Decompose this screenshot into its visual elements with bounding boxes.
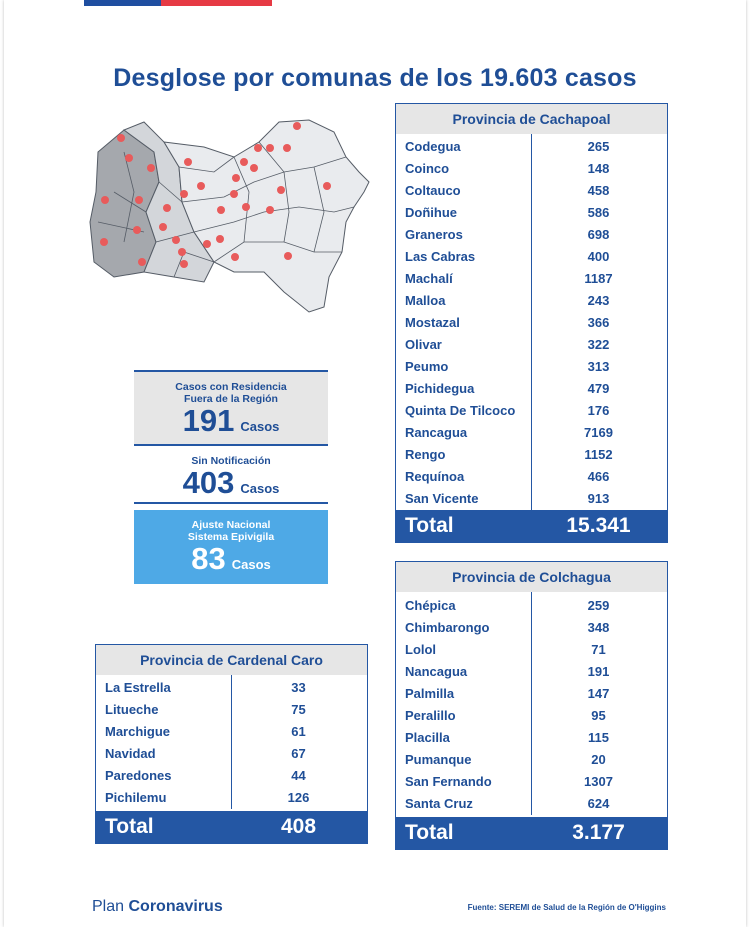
box-sin-notificacion [134, 446, 328, 504]
location-pin-icon [159, 223, 167, 231]
case-count: 176 [587, 403, 610, 418]
total-value: 408 [280, 815, 317, 838]
table-cachapoal [395, 103, 668, 543]
commune-name: Rengo [405, 447, 446, 462]
case-count: 95 [591, 708, 606, 723]
location-pin-icon [178, 248, 186, 256]
box-fuera-region [134, 370, 328, 446]
commune-name: Peralillo [405, 708, 456, 723]
commune-name: Lolol [405, 642, 437, 657]
location-pin-icon [232, 174, 240, 182]
location-pin-icon [293, 122, 301, 130]
location-pin-icon [135, 196, 143, 204]
table-header-colchagua: Provincia de Colchagua [396, 562, 667, 592]
footer-plan [92, 898, 223, 916]
commune-name: Nancagua [405, 664, 468, 679]
box-number: 191 [182, 403, 235, 438]
flag-stripe-red [161, 0, 272, 6]
location-pin-icon [231, 253, 239, 261]
location-pin-icon [217, 206, 225, 214]
location-pin-icon [100, 238, 108, 246]
commune-name: Graneros [405, 227, 463, 242]
table-rows-cardenal-caro [96, 675, 367, 809]
table-total-cardenal-caro [96, 811, 367, 843]
page-title: Desglose por comunas de los 19.603 casos [113, 64, 637, 92]
case-count: 191 [587, 664, 610, 679]
location-pin-icon [147, 164, 155, 172]
location-pin-icon [172, 236, 180, 244]
location-pin-icon [230, 190, 238, 198]
table-total-cachapoal [396, 510, 667, 542]
location-pin-icon [284, 252, 292, 260]
commune-name: Olivar [405, 337, 442, 352]
table-total-colchagua [396, 817, 667, 849]
case-count: 1187 [584, 271, 613, 286]
location-pin-icon [184, 158, 192, 166]
commune-name: Codegua [405, 139, 461, 154]
case-count: 44 [291, 768, 306, 783]
commune-name: Pichidegua [405, 381, 475, 396]
commune-name: Rancagua [405, 425, 468, 440]
commune-name: San Vicente [405, 491, 479, 506]
case-count: 313 [587, 359, 610, 374]
table-header-cachapoal: Provincia de Cachapoal [396, 104, 667, 134]
commune-name: Placilla [405, 730, 450, 745]
commune-name: Paredones [105, 768, 172, 783]
case-count: 61 [291, 724, 306, 739]
case-count: 115 [588, 730, 609, 745]
commune-name: Pichilemu [105, 790, 167, 805]
case-count: 33 [291, 680, 306, 695]
case-count: 479 [587, 381, 610, 396]
case-count: 75 [291, 702, 306, 717]
commune-name: Coinco [405, 161, 450, 176]
location-pin-icon [277, 186, 285, 194]
footer-plan-text: Plan [92, 898, 125, 915]
case-count: 348 [587, 620, 610, 635]
box-label: Ajuste Nacional [191, 519, 271, 531]
commune-name: San Fernando [405, 774, 492, 789]
location-pin-icon [125, 154, 133, 162]
location-pin-icon [138, 258, 146, 266]
case-count: 7169 [584, 425, 613, 440]
table-rows-colchagua [396, 592, 667, 815]
location-pin-icon [180, 260, 188, 268]
box-label: Sin Notificación [191, 455, 271, 467]
commune-name: Palmilla [405, 686, 455, 701]
table-header-cardenal-caro: Provincia de Cardenal Caro [96, 645, 367, 675]
case-count: 148 [587, 161, 610, 176]
commune-name: Requínoa [405, 469, 465, 484]
box-number: 403 [182, 465, 235, 500]
case-count: 913 [587, 491, 610, 506]
case-count: 698 [587, 227, 610, 242]
case-count: 67 [291, 746, 306, 761]
location-pin-icon [216, 235, 224, 243]
location-pin-icon [283, 144, 291, 152]
box-ajuste-nacional [134, 510, 328, 584]
total-value: 3.177 [572, 821, 625, 844]
box-number: 83 [191, 541, 226, 576]
case-count: 1307 [584, 774, 613, 789]
location-pin-icon [266, 206, 274, 214]
commune-name: La Estrella [105, 680, 171, 695]
commune-name: Malloa [405, 293, 446, 308]
total-value: 15.341 [566, 514, 631, 537]
commune-name: Litueche [105, 702, 159, 717]
commune-name: Peumo [405, 359, 449, 374]
location-pin-icon [266, 144, 274, 152]
total-label: Total [405, 821, 454, 844]
commune-name: Mostazal [405, 315, 460, 330]
location-pin-icon [117, 134, 125, 142]
case-count: 126 [287, 790, 310, 805]
commune-name: Coltauco [405, 183, 461, 198]
commune-name: Machalí [405, 271, 453, 286]
table-colchagua [395, 561, 668, 850]
box-unit: Casos [231, 557, 271, 572]
case-count: 71 [591, 642, 606, 657]
commune-name: Las Cabras [405, 249, 476, 264]
box-label: Casos con Residencia [175, 381, 287, 393]
case-count: 243 [587, 293, 610, 308]
case-count: 259 [587, 598, 610, 613]
location-pin-icon [254, 144, 262, 152]
commune-name: Pumanque [405, 752, 472, 767]
commune-name: Chimbarongo [405, 620, 490, 635]
location-pin-icon [180, 190, 188, 198]
case-count: 466 [587, 469, 610, 484]
table-cardenal-caro [95, 644, 368, 844]
case-count: 147 [587, 686, 610, 701]
box-label: Sistema Epivigila [187, 531, 275, 543]
case-count: 20 [591, 752, 606, 767]
location-pin-icon [240, 158, 248, 166]
total-label: Total [405, 514, 454, 537]
footer-plan-bold: Coronavirus [128, 898, 223, 915]
location-pin-icon [163, 204, 171, 212]
table-rows-cachapoal [396, 134, 667, 510]
commune-name: Chépica [405, 598, 456, 613]
map-zone-cardenal-caro [90, 130, 159, 277]
location-pin-icon [250, 164, 258, 172]
location-pin-icon [133, 226, 141, 234]
location-pin-icon [242, 203, 250, 211]
case-count: 265 [587, 139, 610, 154]
commune-name: Navidad [105, 746, 156, 761]
location-pin-icon [323, 182, 331, 190]
location-pin-icon [197, 182, 205, 190]
commune-name: Marchigue [105, 724, 171, 739]
location-pin-icon [203, 240, 211, 248]
commune-name: Doñihue [405, 205, 457, 220]
case-count: 458 [587, 183, 610, 198]
commune-name: Santa Cruz [405, 796, 473, 811]
case-count: 400 [587, 249, 610, 264]
box-unit: Casos [240, 419, 280, 434]
commune-name: Quinta De Tilcoco [405, 403, 516, 418]
case-count: 366 [587, 315, 610, 330]
box-label: Fuera de la Región [184, 393, 278, 405]
case-count: 586 [587, 205, 610, 220]
case-count: 322 [587, 337, 610, 352]
location-pin-icon [101, 196, 109, 204]
box-unit: Casos [240, 481, 280, 496]
flag-stripe-blue [84, 0, 161, 6]
footer-source: Fuente: SEREMI de Salud de la Región de O'Higgins [467, 903, 666, 912]
case-count: 624 [587, 796, 610, 811]
region-map [84, 112, 384, 322]
case-count: 1152 [584, 447, 613, 462]
total-label: Total [105, 815, 154, 838]
